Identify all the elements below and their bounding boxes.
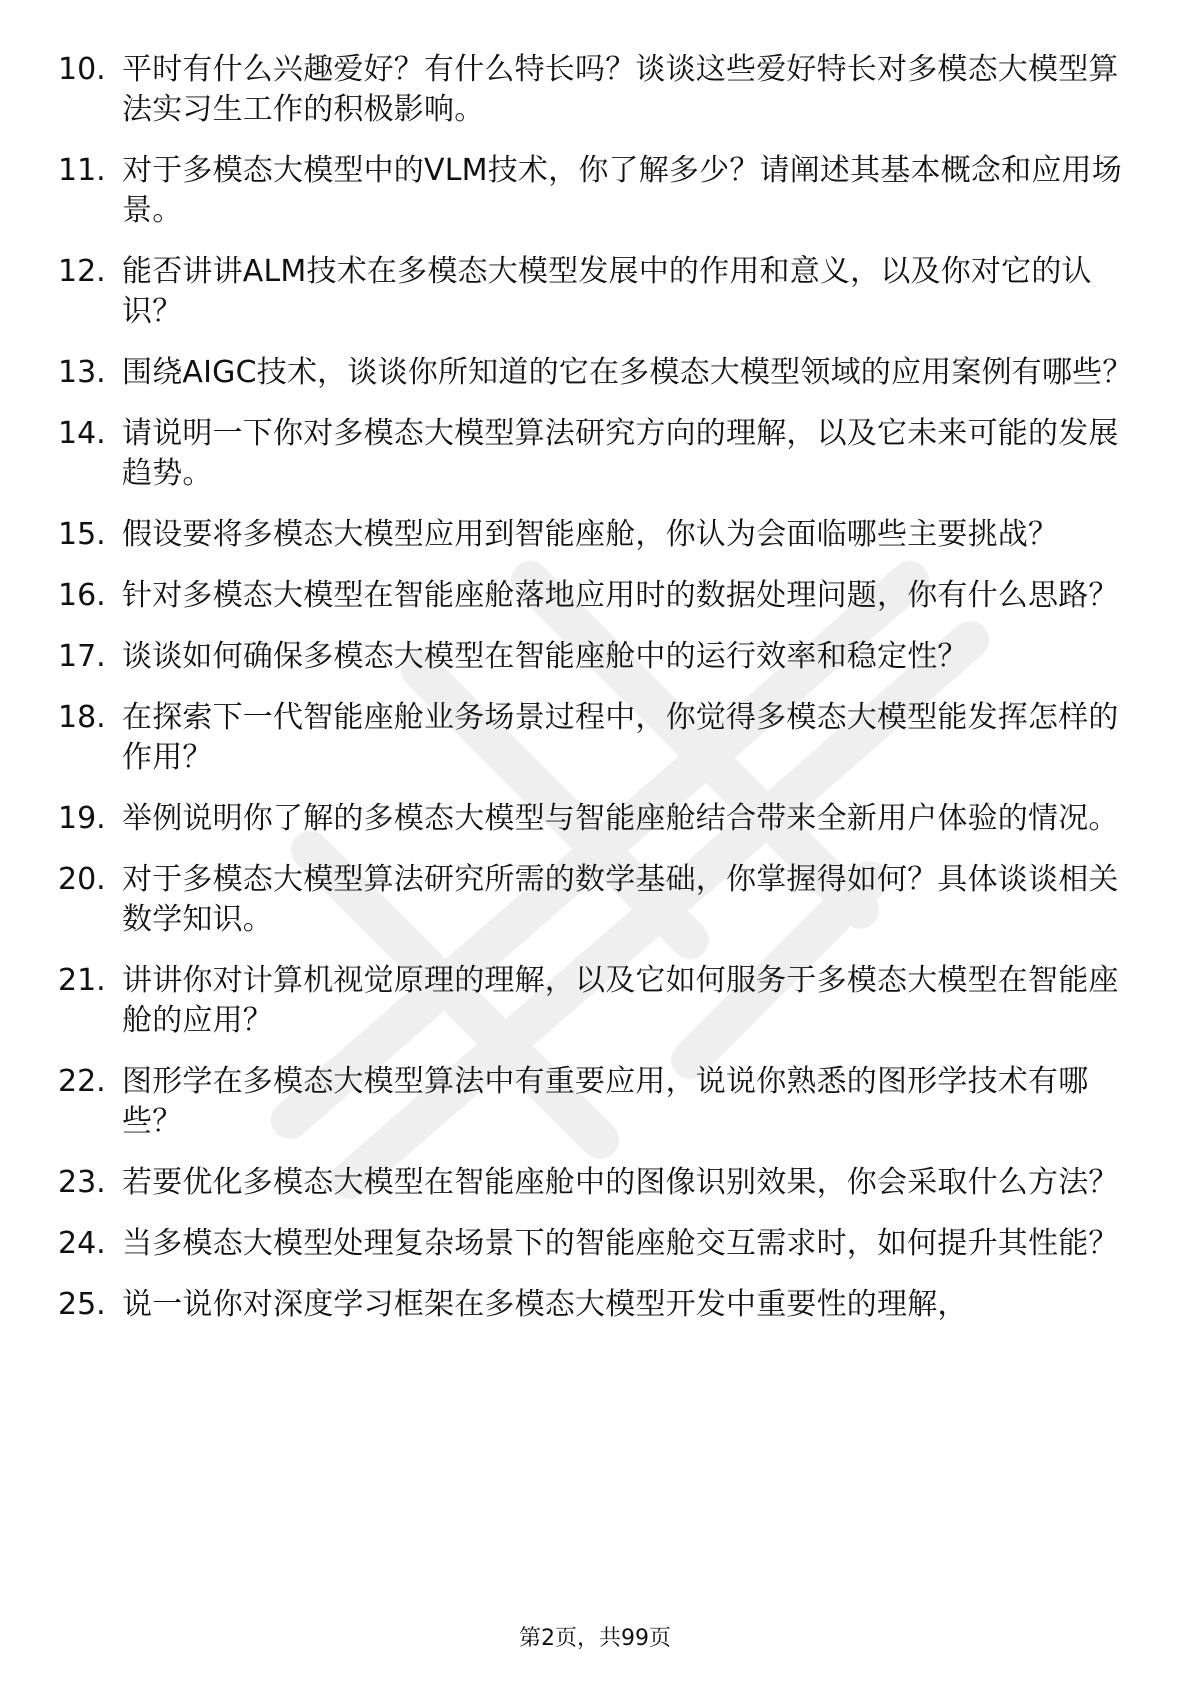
question-number: 14.: [58, 416, 106, 451]
question-item-17: [58, 637, 1138, 677]
question-number: 18.: [58, 700, 106, 735]
question-number: 24.: [58, 1226, 106, 1261]
question-item-15: [58, 515, 1138, 555]
question-number: 16.: [58, 578, 106, 613]
page-number-label: 第2页，共99页: [519, 1626, 671, 1651]
question-item-11: [58, 151, 1138, 231]
question-text: 围绕AIGC技术，谈谈你所知道的它在多模态大模型领域的应用案例有哪些？: [122, 355, 1133, 390]
question-item-21: [58, 961, 1138, 1041]
question-text: 图形学在多模态大模型算法中有重要应用，说说你熟悉的图形学技术有哪些？: [122, 1064, 1089, 1139]
question-number: 20.: [58, 862, 106, 897]
question-number: 19.: [58, 801, 106, 836]
question-item-10: [58, 50, 1138, 130]
question-number: 25.: [58, 1287, 106, 1322]
question-number: 13.: [58, 355, 106, 390]
question-number: 15.: [58, 517, 106, 552]
question-text: 讲讲你对计算机视觉原理的理解，以及它如何服务于多模态大模型在智能座舱的应用？: [122, 963, 1119, 1038]
question-text: 针对多模态大模型在智能座舱落地应用时的数据处理问题，你有什么思路？: [122, 578, 1119, 613]
question-item-23: [58, 1163, 1138, 1203]
question-text: 举例说明你了解的多模态大模型与智能座舱结合带来全新用户体验的情况。: [122, 801, 1119, 836]
question-number: 22.: [58, 1064, 106, 1099]
question-number: 10.: [58, 52, 106, 87]
question-text: 请说明一下你对多模态大模型算法研究方向的理解，以及它未来可能的发展趋势。: [122, 416, 1119, 491]
question-item-12: [58, 252, 1138, 332]
question-text: 能否讲讲ALM技术在多模态大模型发展中的作用和意义，以及你对它的认识？: [122, 254, 1092, 329]
question-item-19: [58, 799, 1138, 839]
question-item-22: [58, 1062, 1138, 1142]
question-number: 17.: [58, 639, 106, 674]
question-item-20: [58, 860, 1138, 940]
question-number: 12.: [58, 254, 106, 289]
page-footer: [0, 1625, 1190, 1653]
question-text: 假设要将多模态大模型应用到智能座舱，你认为会面临哪些主要挑战？: [122, 517, 1059, 552]
question-text: 说一说你对深度学习框架在多模态大模型开发中重要性的理解，: [122, 1287, 968, 1322]
question-item-16: [58, 576, 1138, 616]
question-text: 谈谈如何确保多模态大模型在智能座舱中的运行效率和稳定性？: [122, 639, 968, 674]
question-item-18: [58, 698, 1138, 778]
question-text: 在探索下一代智能座舱业务场景过程中，你觉得多模态大模型能发挥怎样的作用？: [122, 700, 1119, 775]
question-item-14: [58, 414, 1138, 494]
question-text: 平时有什么兴趣爱好？有什么特长吗？谈谈这些爱好特长对多模态大模型算法实习生工作的积极影响。: [122, 52, 1119, 127]
question-number: 11.: [58, 153, 106, 188]
question-number: 21.: [58, 963, 106, 998]
question-text: 对于多模态大模型中的VLM技术，你了解多少？请阐述其基本概念和应用场景。: [122, 153, 1122, 228]
question-item-13: [58, 353, 1138, 393]
question-item-25: [58, 1285, 1138, 1325]
question-list: [58, 50, 1138, 1346]
question-item-24: [58, 1224, 1138, 1264]
question-text: 若要优化多模态大模型在智能座舱中的图像识别效果，你会采取什么方法？: [122, 1165, 1119, 1200]
question-number: 23.: [58, 1165, 106, 1200]
question-text: 对于多模态大模型算法研究所需的数学基础，你掌握得如何？具体谈谈相关数学知识。: [122, 862, 1119, 937]
question-text: 当多模态大模型处理复杂场景下的智能座舱交互需求时，如何提升其性能？: [122, 1226, 1119, 1261]
